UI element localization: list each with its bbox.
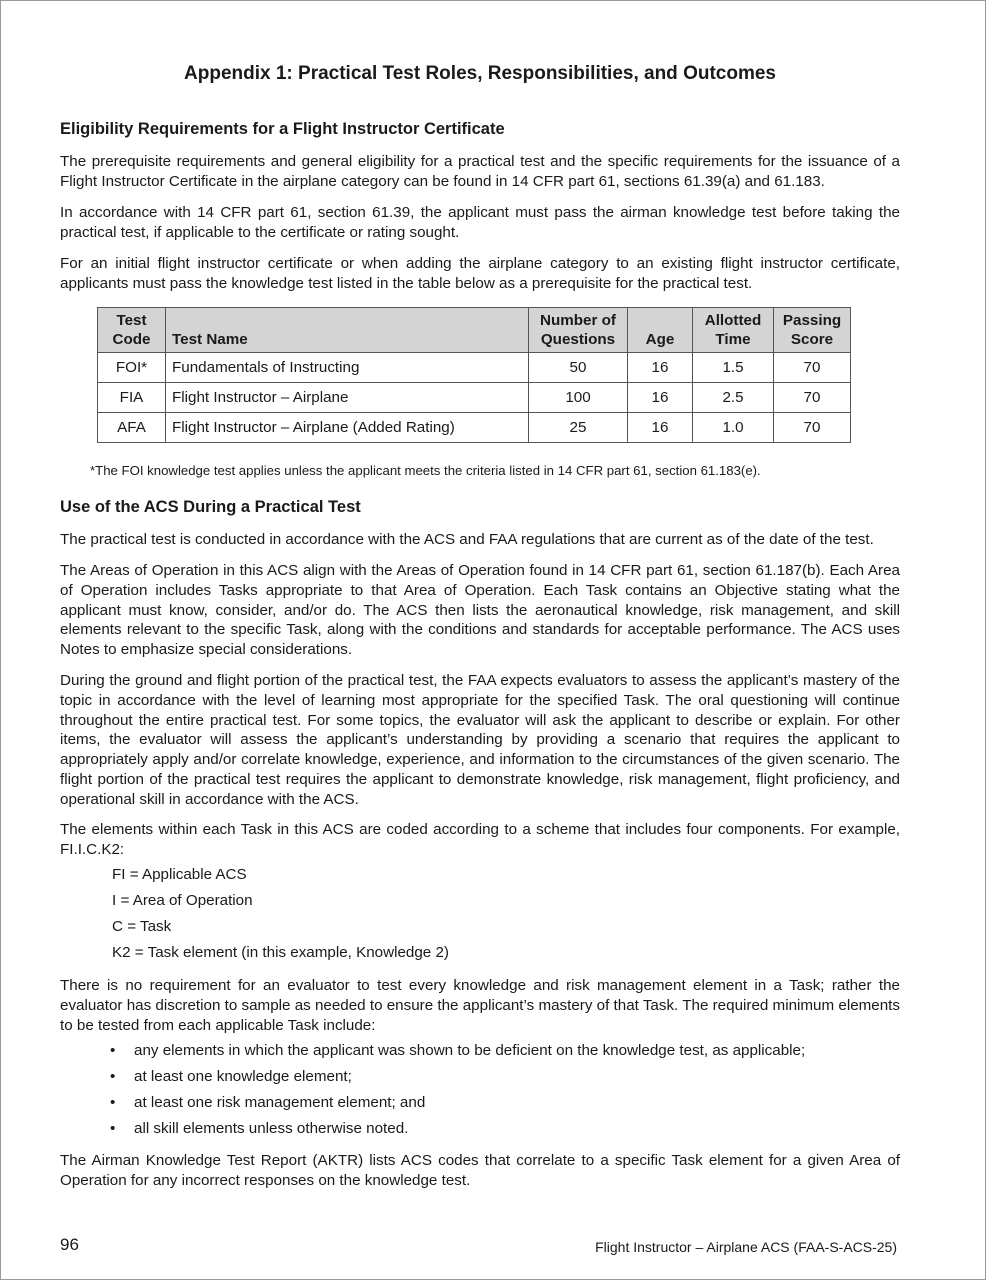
bullet-icon: • [110,1120,116,1137]
paragraph: For an initial flight instructor certificate or when adding the airplane category to an existing flight instructor certificate, applicants must pass the knowledge test listed in the table below as a prerequisite for the practical test. [60,255,900,292]
footer-document-title: Flight Instructor – Airplane ACS (FAA-S-ACS-25) [595,1239,897,1255]
paragraph: The Areas of Operation in this ACS align with the Areas of Operation found in 14 CFR part 61, section 61.187(b). Each Area of Operation includes Tasks appropriate to that Area of Operation. Each Task contains an Objective stating what the applicant must know, consider, and/or do. The ACS then lists the aeronautical knowledge, risk management, and skill elements relevant to the specific Task, along with the conditions and standards for acceptable performance. The ACS uses Notes to emphasize special considerations. [60,562,900,659]
cell-time: 1.5 [693,353,774,383]
paragraph: During the ground and flight portion of the practical test, the FAA expects evaluators to assess the applicant’s mastery of the topic in accordance with the level of learning most appropriate for the specified Task. The oral questioning will continue throughout the entire practical test. For some topics, the evaluator will ask the applicant to describe or explain. For other items, the evaluator will assess the applicant’s understanding by providing a scenario that requires the applicant to appropriately apply and/or correlate knowledge, experience, and information to the circumstances of the given scenario. The flight portion of the practical test requires the applicant to demonstrate knowledge, risk management, flight proficiency, and operational skill in accordance with the ACS. [60,672,900,808]
cell-test-name: Flight Instructor – Airplane [166,383,529,413]
list-item: K2 = Task element (in this example, Knowledge 2) [112,944,449,961]
cell-score: 70 [774,383,851,413]
header-test-code: Test Code [98,308,166,353]
cell-score: 70 [774,413,851,443]
paragraph: There is no requirement for an evaluator to test every knowledge and risk management element in a Task; rather the evaluator has discretion to sample as needed to ensure the applicant’s mastery of that Task. The required minimum elements to be tested from each applicable Task include: [60,977,900,1034]
paragraph: In accordance with 14 CFR part 61, section 61.39, the applicant must pass the airman knowledge test before taking the practical test, if applicable to the certificate or rating sought. [60,204,900,241]
cell-questions: 100 [529,383,628,413]
cell-test-name: Flight Instructor – Airplane (Added Rating) [166,413,529,443]
table-row [98,413,851,443]
header-test-name: Test Name [166,308,529,353]
header-passing-score: Passing Score [774,308,851,353]
cell-test-name: Fundamentals of Instructing [166,353,529,383]
page-number: 96 [60,1235,79,1254]
table-footnote: *The FOI knowledge test applies unless the applicant meets the criteria listed in 14 CFR part 61, section 61.183(e). [90,463,761,478]
header-age: Age [628,308,693,353]
list-item: • at least one knowledge element; [110,1068,352,1085]
cell-questions: 25 [529,413,628,443]
minimum-elements-list [108,1041,805,1145]
knowledge-test-table [97,307,851,443]
cell-test-code: FIA [98,383,166,413]
table-row [98,383,851,413]
paragraph: The elements within each Task in this ACS are coded according to a scheme that includes four components. For example, FI.I.C.K2: [60,821,900,858]
header-number-of-questions: Number of Questions [529,308,628,353]
paragraph: The Airman Knowledge Test Report (AKTR) lists ACS codes that correlate to a specific Task element for a given Area of Operation for any incorrect responses on the knowledge test. [60,1152,900,1189]
paragraph: The practical test is conducted in accordance with the ACS and FAA regulations that are current as of the date of the test. [60,531,874,548]
list-item: • all skill elements unless otherwise noted. [110,1120,409,1137]
list-item: • at least one risk management element; and [110,1094,426,1111]
list-item: FI = Applicable ACS [112,866,247,883]
cell-test-code: AFA [98,413,166,443]
cell-score: 70 [774,353,851,383]
cell-age: 16 [628,413,693,443]
list-item: C = Task [112,918,172,935]
bullet-icon: • [110,1094,116,1111]
bullet-icon: • [110,1042,116,1059]
page-title: Appendix 1: Practical Test Roles, Responsibilities, and Outcomes [184,63,776,84]
cell-test-code: FOI* [98,353,166,383]
bullet-icon: • [110,1068,116,1085]
cell-time: 1.0 [693,413,774,443]
header-allotted-time: Allotted Time [693,308,774,353]
table-row [98,353,851,383]
list-item: I = Area of Operation [112,892,253,909]
list-item: • any elements in which the applicant was shown to be deficient on the knowledge test, as applicable; [110,1042,806,1059]
table-header-row [98,308,851,353]
cell-age: 16 [628,353,693,383]
cell-age: 16 [628,383,693,413]
section-heading-acs-use: Use of the ACS During a Practical Test [60,498,361,516]
section-heading-eligibility: Eligibility Requirements for a Flight Instructor Certificate [60,120,505,138]
acs-code-list [112,865,449,969]
cell-time: 2.5 [693,383,774,413]
paragraph: The prerequisite requirements and general eligibility for a practical test and the specific requirements for the issuance of a Flight Instructor Certificate in the airplane category can be found in 14 CFR part 61, sections 61.39(a) and 61.183. [60,153,900,190]
cell-questions: 50 [529,353,628,383]
